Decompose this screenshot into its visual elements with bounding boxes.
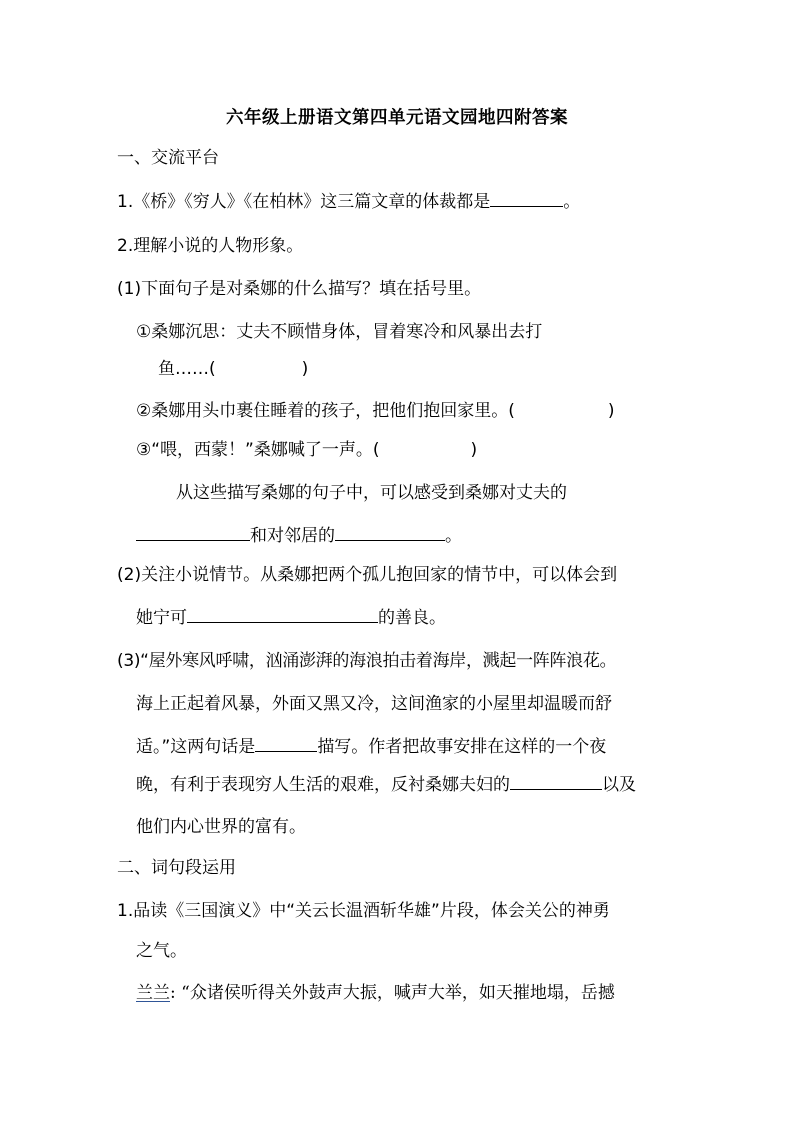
summary-end: 。 [445, 526, 462, 546]
question-2-3-line-2: 海上正起着风暴，外面又黑又冷，这间渔家的小屋里却温暖而舒 [136, 694, 612, 714]
item-3-text: ③“喂，西蒙！”桑娜喊了一声。( [136, 440, 380, 460]
answer-blank [187, 606, 378, 623]
section-heading-exchange: 一、交流平台 [117, 148, 219, 168]
item-2-text: ②桑娜用头巾裹住睡着的孩子，把他们抱回家里。( [136, 401, 515, 421]
question-2-3-line-3 [136, 735, 606, 759]
answer-blank [136, 524, 250, 541]
summary-line-1: 从这些描写桑娜的句子中，可以感受到桑娜对丈夫的 [176, 483, 567, 503]
question-2-3-line-5: 他们内心世界的富有。 [136, 817, 306, 837]
speaker-line [136, 981, 615, 1005]
section-2-question-1-line-2: 之气。 [136, 941, 187, 961]
page-title: 六年级上册语文第四单元语文园地四附答案 [226, 108, 568, 128]
answer-blank [335, 524, 445, 541]
speaker-name: 兰兰 [136, 983, 170, 1003]
item-1-close-paren: ) [301, 359, 309, 379]
question-2: 2.理解小说的人物形象。 [117, 236, 304, 256]
speaker-quote: “众诸侯听得关外鼓声大振，喊声大举，如天摧地塌，岳撼 [181, 983, 615, 1003]
question-2-3-cont: 描写。作者把故事安排在这样的一个夜 [317, 737, 607, 757]
answer-blank [490, 190, 563, 207]
question-2-3-line-4 [136, 773, 636, 797]
answer-blank [510, 773, 602, 790]
summary-mid: 和对邻居的 [250, 526, 335, 546]
item-2-close-paren: ) [607, 401, 615, 421]
item-1-text: 鱼……( [158, 359, 216, 379]
question-2-2-end: 的善良。 [378, 608, 446, 628]
question-1-end: 。 [563, 192, 581, 212]
question-2-3-cont-2: 以及 [602, 775, 636, 795]
question-1-text: 1.《桥》《穷人》《在柏林》这三篇文章的体裁都是 [117, 192, 491, 212]
speaker-colon: : [170, 983, 176, 1003]
item-2 [136, 399, 615, 423]
item-3-close-paren: ) [470, 440, 478, 460]
section-2-question-1-line-1: 1.品读《三国演义》中“关云长温酒斩华雄”片段，体会关公的神勇 [117, 901, 610, 921]
question-2-3-text: 适。”这两句话是 [136, 737, 256, 757]
item-1-line-1: ①桑娜沉思：丈夫不顾惜身体，冒着寒冷和风暴出去打 [136, 322, 543, 342]
answer-blank [255, 735, 317, 752]
item-3 [136, 438, 477, 462]
question-2-3-text-2: 晚，有利于表现穷人生活的艰难，反衬桑娜夫妇的 [136, 775, 510, 795]
item-1-line-2 [158, 357, 308, 381]
question-2-1-intro: (1)下面句子是对桑娜的什么描写？填在括号里。 [117, 279, 482, 299]
section-heading-usage: 二、词句段运用 [117, 858, 236, 878]
summary-line-2 [136, 524, 462, 548]
question-2-2-text: 她宁可 [136, 608, 187, 628]
question-2-2-line-1: (2)关注小说情节。从桑娜把两个孤儿抱回家的情节中，可以体会到 [117, 565, 618, 585]
question-2-2-line-2 [136, 606, 446, 630]
question-1 [117, 190, 580, 214]
question-2-3-line-1: (3)“屋外寒风呼啸，汹涌澎湃的海浪拍击着海岸，溅起一阵阵浪花。 [117, 651, 617, 671]
